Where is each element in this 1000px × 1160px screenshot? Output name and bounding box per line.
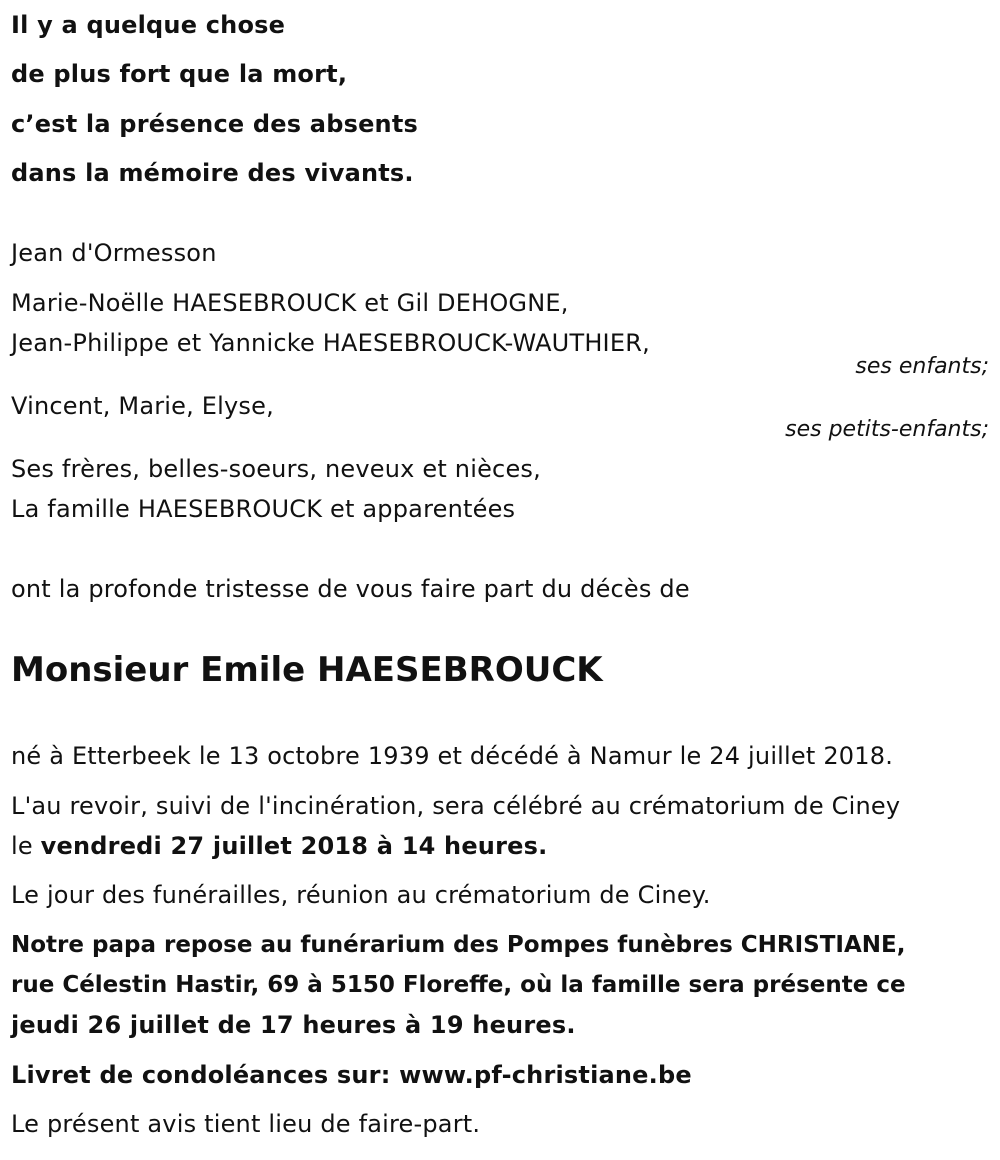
ceremony-line-1: L'au revoir, suivi de l'incinération, sera célébré au crématorium de Ciney [11,792,901,820]
deceased-name: Monsieur Emile HAESEBROUCK [11,650,603,690]
ceremony-prefix: le [11,832,41,860]
grandchildren-label: ses petits-enfants; [785,417,989,442]
birth-death-line: né à Etterbeek le 13 octobre 1939 et décédé à Namur le 24 juillet 2018. [11,742,894,770]
ceremony-date: vendredi 27 juillet 2018 à 14 heures. [40,832,548,860]
condolences-line: Livret de condoléances sur: www.pf-christiane.be [11,1061,692,1089]
children-line-2: Jean-Philippe et Yannicke HAESEBROUCK-WAUTHIER, [11,329,650,357]
rest-line-1: Notre papa repose au funérarium des Pompes funèbres CHRISTIANE, [11,932,906,958]
ceremony-line-2 [11,831,547,861]
announcement-text: ont la profonde tristesse de vous faire part du décès de [11,575,690,603]
quote-line-1: Il y a quelque chose [11,11,286,39]
grandchildren-line: Vincent, Marie, Elyse, [11,392,274,420]
rest-line-2: rue Célestin Hastir, 69 à 5150 Floreffe, où la famille sera présente ce [11,972,906,998]
children-line-1: Marie-Noëlle HAESEBROUCK et Gil DEHOGNE, [11,289,569,317]
children-label: ses enfants; [855,354,989,379]
relatives-line-2: La famille HAESEBROUCK et apparentées [11,495,516,523]
notice-line: Le présent avis tient lieu de faire-part. [11,1110,481,1138]
relatives-line-1: Ses frères, belles-soeurs, neveux et nièces, [11,455,541,483]
quote-line-2: de plus fort que la mort, [11,60,348,88]
rest-line-3: jeudi 26 juillet de 17 heures à 19 heures. [11,1011,576,1039]
quote-line-4: dans la mémoire des vivants. [11,159,414,187]
quote-author: Jean d'Ormesson [11,239,217,267]
quote-line-3: c’est la présence des absents [11,110,418,138]
reunion-line: Le jour des funérailles, réunion au crématorium de Ciney. [11,881,711,909]
